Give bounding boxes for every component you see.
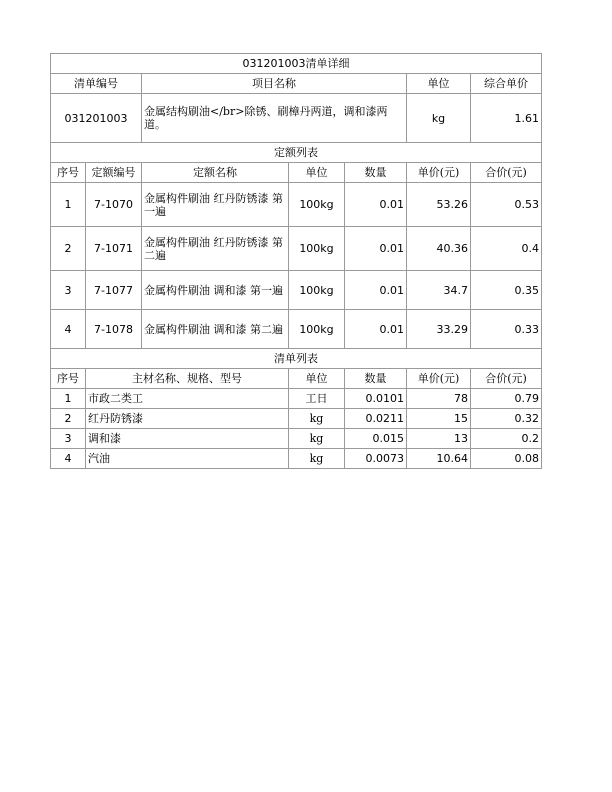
quota-header-row	[51, 163, 542, 183]
materials-header-row	[51, 369, 542, 389]
quota-name: 金属构件刷油 红丹防锈漆 第一遍	[142, 183, 289, 227]
materials-col-unit: 单位	[289, 369, 345, 389]
quota-col-qty: 数量	[345, 163, 407, 183]
quota-row	[51, 271, 542, 310]
quota-qty: 0.01	[345, 310, 407, 349]
material-unit: kg	[289, 449, 345, 469]
unit-header: 单位	[407, 74, 471, 94]
price-header: 综合单价	[471, 74, 542, 94]
material-name: 市政二类工	[86, 389, 289, 409]
material-name: 调和漆	[86, 429, 289, 449]
quota-qty: 0.01	[345, 227, 407, 271]
quota-qty: 0.01	[345, 271, 407, 310]
name-header: 项目名称	[142, 74, 407, 94]
item-price: 1.61	[471, 94, 542, 143]
material-qty: 0.0101	[345, 389, 407, 409]
materials-col-no: 序号	[51, 369, 86, 389]
materials-col-price: 单价(元)	[407, 369, 471, 389]
quota-section-title: 定额列表	[51, 143, 542, 163]
quota-col-code: 定额编号	[86, 163, 142, 183]
quota-name: 金属构件刷油 红丹防锈漆 第二遍	[142, 227, 289, 271]
material-total: 0.08	[471, 449, 542, 469]
material-unit: kg	[289, 429, 345, 449]
material-total: 0.32	[471, 409, 542, 429]
title-row	[51, 54, 542, 74]
table-title: 031201003清单详细	[51, 54, 542, 74]
material-qty: 0.0073	[345, 449, 407, 469]
materials-row	[51, 449, 542, 469]
quota-unit: 100kg	[289, 183, 345, 227]
quota-qty: 0.01	[345, 183, 407, 227]
quota-price: 40.36	[407, 227, 471, 271]
item-row	[51, 94, 542, 143]
quota-price: 53.26	[407, 183, 471, 227]
quota-no: 3	[51, 271, 86, 310]
bill-detail-table	[50, 53, 542, 469]
quota-rows	[51, 183, 542, 349]
quota-name: 金属构件刷油 调和漆 第二遍	[142, 310, 289, 349]
quota-row	[51, 227, 542, 271]
materials-row	[51, 429, 542, 449]
header-row	[51, 74, 542, 94]
material-qty: 0.015	[345, 429, 407, 449]
material-no: 4	[51, 449, 86, 469]
materials-col-name: 主材名称、规格、型号	[86, 369, 289, 389]
quota-total: 0.53	[471, 183, 542, 227]
material-total: 0.2	[471, 429, 542, 449]
material-unit: kg	[289, 409, 345, 429]
material-no: 3	[51, 429, 86, 449]
quota-col-total: 合价(元)	[471, 163, 542, 183]
materials-col-qty: 数量	[345, 369, 407, 389]
material-no: 2	[51, 409, 86, 429]
quota-col-price: 单价(元)	[407, 163, 471, 183]
quota-no: 4	[51, 310, 86, 349]
quota-col-no: 序号	[51, 163, 86, 183]
quota-no: 1	[51, 183, 86, 227]
material-total: 0.79	[471, 389, 542, 409]
quota-name: 金属构件刷油 调和漆 第一遍	[142, 271, 289, 310]
quota-no: 2	[51, 227, 86, 271]
material-unit: 工日	[289, 389, 345, 409]
material-name: 汽油	[86, 449, 289, 469]
quota-total: 0.4	[471, 227, 542, 271]
quota-price: 33.29	[407, 310, 471, 349]
materials-row	[51, 389, 542, 409]
materials-row	[51, 409, 542, 429]
materials-section-title: 清单列表	[51, 349, 542, 369]
quota-col-name: 定额名称	[142, 163, 289, 183]
quota-unit: 100kg	[289, 271, 345, 310]
material-name: 红丹防锈漆	[86, 409, 289, 429]
quota-price: 34.7	[407, 271, 471, 310]
material-price: 78	[407, 389, 471, 409]
materials-section-row	[51, 349, 542, 369]
quota-row	[51, 310, 542, 349]
code-header: 清单编号	[51, 74, 142, 94]
item-unit: kg	[407, 94, 471, 143]
quota-row	[51, 183, 542, 227]
quota-code: 7-1077	[86, 271, 142, 310]
quota-unit: 100kg	[289, 227, 345, 271]
material-price: 10.64	[407, 449, 471, 469]
quota-total: 0.33	[471, 310, 542, 349]
material-no: 1	[51, 389, 86, 409]
item-code: 031201003	[51, 94, 142, 143]
material-price: 15	[407, 409, 471, 429]
quota-col-unit: 单位	[289, 163, 345, 183]
quota-code: 7-1071	[86, 227, 142, 271]
quota-total: 0.35	[471, 271, 542, 310]
quota-unit: 100kg	[289, 310, 345, 349]
quota-section-row	[51, 143, 542, 163]
material-qty: 0.0211	[345, 409, 407, 429]
quota-code: 7-1078	[86, 310, 142, 349]
materials-col-total: 合价(元)	[471, 369, 542, 389]
item-name: 金属结构刷油</br>除锈、刷樟丹两道，调和漆两道。	[142, 94, 407, 143]
quota-code: 7-1070	[86, 183, 142, 227]
material-price: 13	[407, 429, 471, 449]
materials-rows	[51, 389, 542, 469]
